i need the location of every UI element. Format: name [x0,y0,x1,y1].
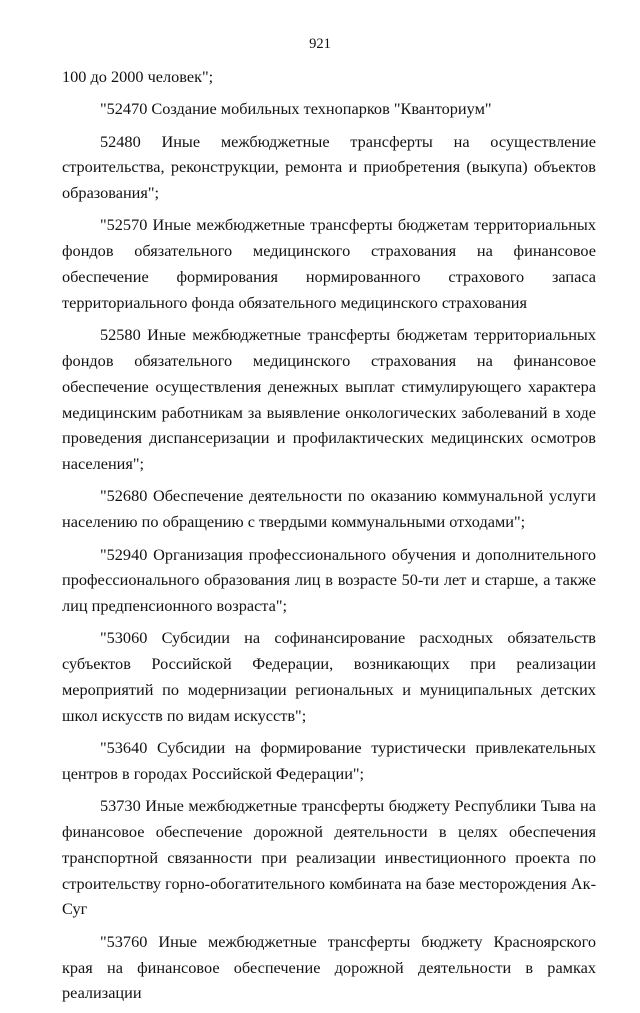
paragraph-52570: "52570 Иные межбюджетные трансферты бюджетам территориальных фондов обязательного медицинского страхования на финансовое обеспечение формирования нормированного страхового запаса территориального фонда обязательного медицинского страхования [62,215,596,312]
paragraph-52470: "52470 Создание мобильных технопарков "Кванториум" [100,99,492,119]
paragraph-53060: "53060 Субсидии на софинансирование расходных обязательств субъектов Российской Федерации, возникающих при реализации мероприятий по модернизации региональных и муниципальных детских школ искусств по видам искусств"; [62,628,596,725]
paragraph-52580: 52580 Иные межбюджетные трансферты бюджетам территориальных фондов обязательного медицинского страхования на финансовое обеспечение осуществления денежных выплат стимулирующего характера медицинским работникам за выявление онкологических заболеваний в ходе проведения диспансеризации и профилактических медицинских осмотров населения"; [62,325,596,474]
page-number: 921 [309,36,331,52]
paragraph-continuation: 100 до 2000 человек"; [62,67,214,86]
paragraph-53730: 53730 Иные межбюджетные трансферты бюджету Республики Тыва на финансовое обеспечение дорожной деятельности в целях обеспечения транспортной связанности при реализации инвестиционного проекта по строительству горно-обогатительного комбината на базе месторождения Ак-Суг [62,796,596,919]
paragraph-53760: "53760 Иные межбюджетные трансферты бюджету Красноярского края на финансовое обеспечение дорожной деятельности в рамках реализации [62,931,596,1003]
document-body [62,64,596,1013]
paragraph-52680: "52680 Обеспечение деятельности по оказанию коммунальной услуги населению по обращению с твердыми коммунальными отходами"; [62,486,596,532]
paragraph-53640: "53640 Субсидии на формирование туристически привлекательных центров в городах Российской Федерации"; [62,738,596,783]
paragraph-52940: "52940 Организация профессионального обучения и дополнительного профессионального образования лиц в возрасте 50-ти лет и старше, а также лиц предпенсионного возраста"; [62,544,596,616]
paragraph-52480: 52480 Иные межбюджетные трансферты на осуществление строительства, реконструкции, ремонта и приобретения (выкупа) объектов образования"; [62,131,596,203]
